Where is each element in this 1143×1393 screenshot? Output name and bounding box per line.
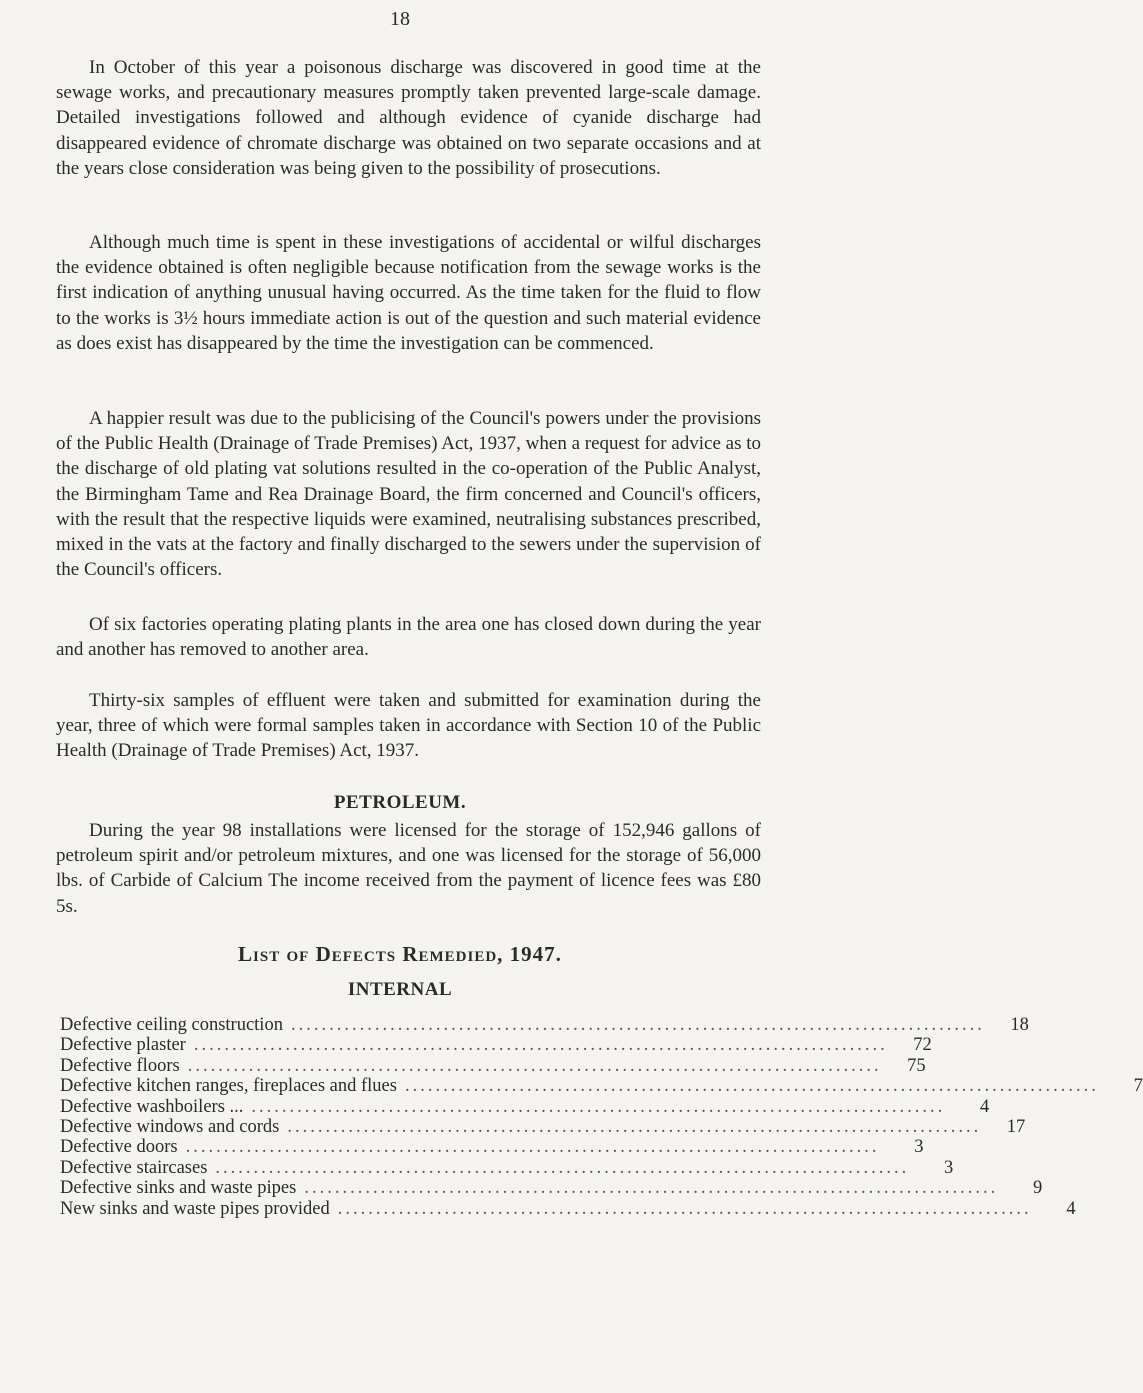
leader-dots: ........................................................................................... [290, 1015, 985, 1035]
defect-count: 3 [944, 1157, 954, 1178]
defect-row [60, 1096, 990, 1117]
defect-label: Defective windows and cords [60, 1116, 280, 1137]
defect-count: 9 [1032, 1178, 1043, 1199]
defect-label: Defective sinks and waste pipes [60, 1178, 297, 1199]
leader-dots: ........................................................................................... [337, 1198, 1032, 1219]
paragraph-publicising-powers: A happier result was due to the publicising of the Council's powers under the provisions of the Public Health (Drainage of Trade Premises) Act, 1937, when a request for advice as to the discharge of old plating vat solutions resulted in the co-operation of the Public Analyst, the Birmingham Tame and Rea Drainage Board, the firm concerned and Council's officers, with the result that the respective liquids were examined, neutralising substances prescribed, mixed in the vats at the factory and finally discharged to the sewers under the supervision of the Council's officers. [56, 408, 761, 581]
defect-count: 4 [1066, 1198, 1076, 1219]
defect-label: New sinks and waste pipes provided [60, 1198, 330, 1219]
defect-label: Defective doors [60, 1137, 178, 1158]
defects-list-title: List of Defects Remedied, 1947. [238, 942, 562, 966]
leader-dots: ........................................................................................... [215, 1157, 910, 1178]
defect-label: Defective ceiling construction [60, 1015, 283, 1035]
defect-label: Defective staircases [60, 1157, 208, 1178]
defect-count: 18 [1010, 1015, 1029, 1035]
defect-row [60, 1116, 1026, 1137]
paragraph-plating-factories: Of six factories operating plating plants in the area one has closed down during the year and another has removed to another area. [56, 614, 761, 661]
defect-count: 72 [913, 1035, 932, 1056]
leader-dots: ........................................................................................... [193, 1035, 888, 1056]
leader-dots: ........................................................................................... [404, 1076, 1099, 1097]
defect-label: Defective plaster [60, 1035, 186, 1056]
petroleum-heading: PETROLEUM. [333, 792, 467, 813]
internal-heading: INTERNAL [347, 979, 453, 1000]
defect-label: Defective washboilers ... [60, 1096, 244, 1117]
defects-list [60, 1015, 1143, 1219]
paragraph-petroleum: During the year 98 installations were licensed for the storage of 152,946 gallons of petroleum spirit and/or petroleum mixtures, and one was licensed for the storage of 56,000 lbs. of Carbide of Calcium The income received from the payment of licence fees was £80 5s. [56, 820, 761, 917]
leader-dots: ........................................................................................... [185, 1137, 880, 1158]
defect-row [60, 1137, 924, 1158]
leader-dots: ........................................................................................... [251, 1096, 946, 1117]
leader-dots: ........................................................................................... [287, 1116, 982, 1137]
defect-row [60, 1055, 926, 1076]
defect-row [60, 1015, 1029, 1035]
paragraph-effluent-samples: Thirty-six samples of effluent were taken and submitted for examination during the year, three of which were formal samples taken in accordance with Section 10 of the Public Health (Drainage of Trade Premises) Act, 1937. [56, 690, 761, 762]
defect-count: 7 [1133, 1076, 1143, 1097]
defect-count: 4 [980, 1096, 990, 1117]
defect-label: Defective floors [60, 1055, 180, 1076]
defect-row [60, 1198, 1076, 1219]
defect-count: 17 [1006, 1116, 1026, 1137]
defect-row [60, 1178, 1043, 1199]
paragraph-investigations: Although much time is spent in these investigations of accidental or wilful discharges the evidence obtained is often negligible because notification from the sewage works is the first indication of anything unusual having occurred. As the time taken for the fluid to flow to the works is 3½ hours immediate action is out of the question and such material evidence as does exist has disappeared by the time the investigation can be commenced. [56, 232, 761, 354]
defect-count: 3 [914, 1137, 924, 1158]
leader-dots: ........................................................................................... [187, 1055, 882, 1076]
page-number: 18 [390, 8, 410, 30]
defect-count: 75 [907, 1055, 926, 1076]
defect-row [60, 1076, 1143, 1097]
paragraph-poisonous-discharge: In October of this year a poisonous discharge was discovered in good time at the sewage works, and precautionary measures promptly taken prevented large-scale damage. Detailed investigations followed and although evidence of cyanide discharge had disappeared evidence of chromate discharge was obtained on two separate occasions and at the years close consideration was being given to the possibility of prosecutions. [56, 57, 761, 179]
defect-row [60, 1157, 954, 1178]
defect-row [60, 1035, 932, 1056]
defect-label: Defective kitchen ranges, fireplaces and flues [60, 1076, 397, 1097]
leader-dots: ........................................................................................... [304, 1178, 999, 1199]
